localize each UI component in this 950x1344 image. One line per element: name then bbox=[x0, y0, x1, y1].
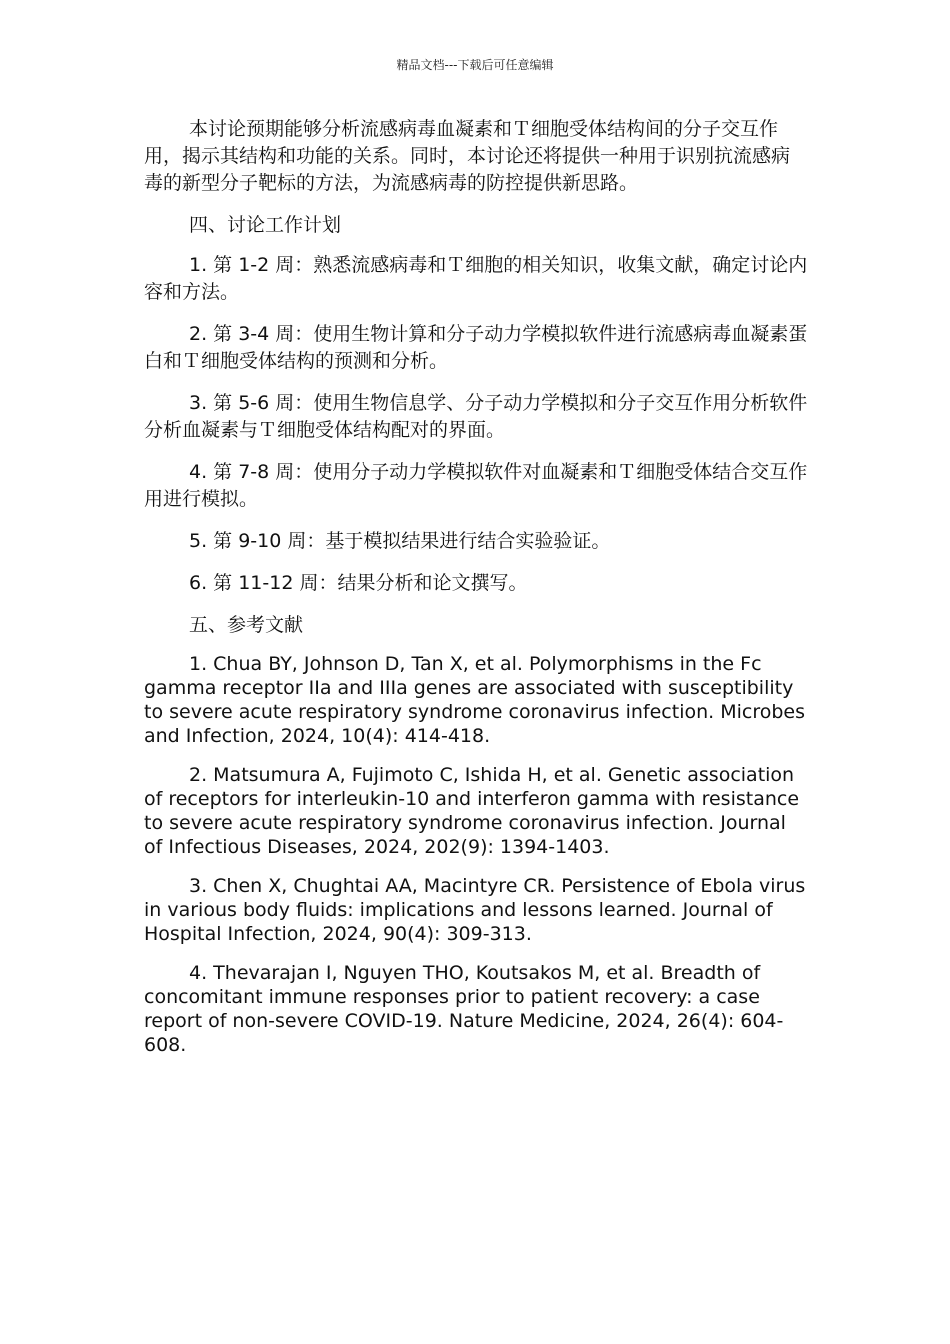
intro-paragraph: 本讨论预期能够分析流感病毒血凝素和Ｔ细胞受体结构间的分子交互作用，揭示其结构和功能的关系。同时，本讨论还将提供一种用于识别抗流感病毒的新型分子靶标的方法，为流感病毒的防控提供新思路。 bbox=[144, 118, 791, 194]
plan-heading: 四、讨论工作计划 bbox=[189, 214, 342, 236]
reference-item: 2. Matsumura A, Fujimoto C, Ishida H, et al. Genetic association of receptors for interleukin-10 and interferon gamma with resistance to severe acute respiratory syndrome coronavirus infection. Journal of Infectious Diseases, 2024, 202(9): 1394-1403. bbox=[144, 764, 800, 858]
document-body bbox=[144, 116, 808, 1072]
plan-item: 6. 第 11-12 周：结果分析和论文撰写。 bbox=[189, 572, 528, 594]
reference-item: 4. Thevarajan I, Nguyen THO, Koutsakos M, et al. Breadth of concomitant immune responses prior to patient recovery: a case report of non-severe COVID-19. Nature Medicine, 2024, 26(4): 604-608. bbox=[144, 962, 784, 1056]
reference-item: 3. Chen X, Chughtai AA, Macintyre CR. Persistence of Ebola virus in various body fluids: implications and lessons learned. Journal of Hospital Infection, 2024, 90(4): 309-313. bbox=[144, 875, 806, 945]
page-header: 精品文档---下载后可任意编辑 bbox=[396, 58, 554, 72]
references-heading: 五、参考文献 bbox=[189, 614, 304, 636]
plan-item: 3. 第 5-6 周：使用生物信息学、分子动力学模拟和分子交互作用分析软件分析血凝素与Ｔ细胞受体结构配对的界面。 bbox=[144, 392, 808, 441]
reference-item: 1. Chua BY, Johnson D, Tan X, et al. Polymorphisms in the Fc gamma receptor IIa and IIIa genes are associated with susceptibility to severe acute respiratory syndrome coronavirus infection. Microbes and Infection, 2024, 10(4): 414-418. bbox=[144, 653, 806, 747]
plan-item: 2. 第 3-4 周：使用生物计算和分子动力学模拟软件进行流感病毒血凝素蛋白和Ｔ细胞受体结构的预测和分析。 bbox=[144, 323, 808, 372]
plan-item: 4. 第 7-8 周：使用分子动力学模拟软件对血凝素和Ｔ细胞受体结合交互作用进行模拟。 bbox=[144, 461, 808, 510]
plan-item: 5. 第 9-10 周：基于模拟结果进行结合实验验证。 bbox=[189, 530, 611, 552]
plan-item: 1. 第 1-2 周：熟悉流感病毒和Ｔ细胞的相关知识，收集文献，确定讨论内容和方法。 bbox=[144, 254, 808, 303]
